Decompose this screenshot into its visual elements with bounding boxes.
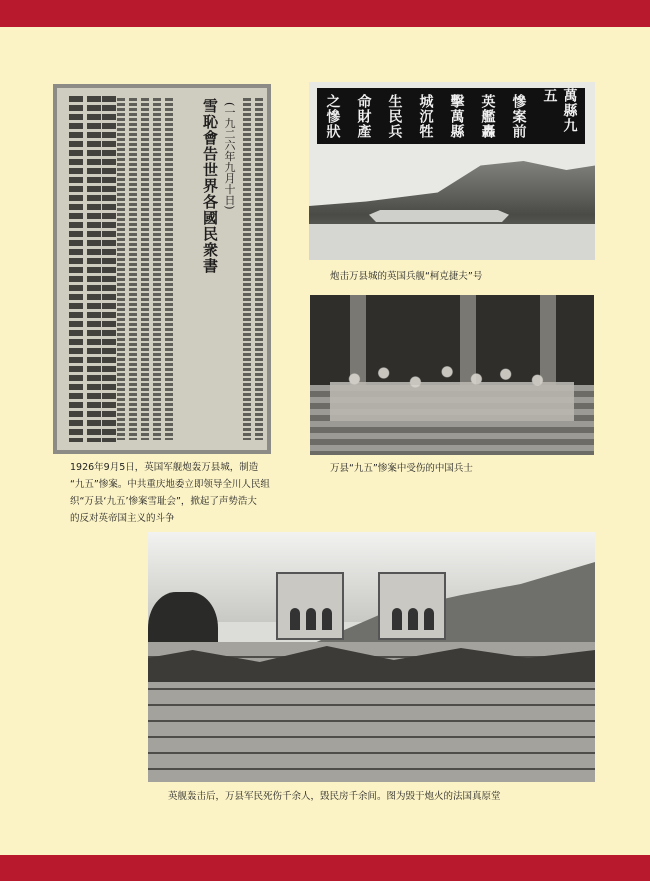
tower-window [306,608,316,630]
inscription-column: 生民兵 [386,93,403,139]
tower-window [392,608,402,630]
newspaper-headline: 雪恥會告世界各國民衆書 [201,98,219,274]
newspaper-text-column [243,98,251,440]
handwriting-column [87,96,101,442]
warship-caption: 炮击万县城的英国兵舰“柯克捷夫”号 [330,271,483,282]
inscription-column: 之慘狀 [324,93,341,139]
soldiers-caption: 万县“九五”惨案中受伤的中国兵士 [330,463,473,474]
inscription-board [317,88,585,144]
church-tower [378,572,446,640]
inscription-column: 萬縣九五 [541,88,578,133]
river-water [309,224,595,260]
inscription-column: 命財產 [355,93,372,139]
warship-silhouette [369,210,509,222]
handwriting-column [69,96,83,442]
caption-line: 的反对英帝国主义的斗争 [70,513,175,524]
inscription-column: 慘案前 [510,93,527,139]
newspaper-text-column [153,98,161,440]
newspaper-text-column [255,98,263,440]
newspaper-text-column [141,98,149,440]
inscription-column: 英艦轟 [479,93,496,139]
tower-window [408,608,418,630]
tower-window [424,608,434,630]
inscription-column: 擊萬縣 [448,93,465,139]
tower-window [290,608,300,630]
newspaper-text-column [117,98,125,440]
handwriting-column [102,96,116,442]
church-caption: 英舰轰击后，万县军民死伤千余人，毁民房千余间。图为毁于炮火的法国真原堂 [168,791,501,802]
newspaper-caption [70,459,300,527]
newspaper-date: (一九二六年九月十日) [223,102,236,210]
church-ruins-photo [148,532,595,782]
newspaper-text-column [129,98,137,440]
newspaper-clipping-image [53,84,271,454]
top-border-band [0,0,650,27]
bottom-border-band [0,855,650,881]
caption-line: 织“万县‘九五’惨案雪耻会”，掀起了声势浩大 [70,496,257,507]
caption-line: 1926年9月5日，英国军舰炮轰万县城，制造 [70,462,259,473]
soldiers-group [330,361,574,421]
newspaper-text-column [165,98,173,440]
wounded-soldiers-photo [310,295,594,455]
tower-window [322,608,332,630]
church-tower [276,572,344,640]
inscription-column: 城沉牲 [417,93,434,139]
caption-line: “九五”惨案。中共重庆地委立即领导全川人民组 [70,479,270,490]
warship-photo [309,82,595,260]
